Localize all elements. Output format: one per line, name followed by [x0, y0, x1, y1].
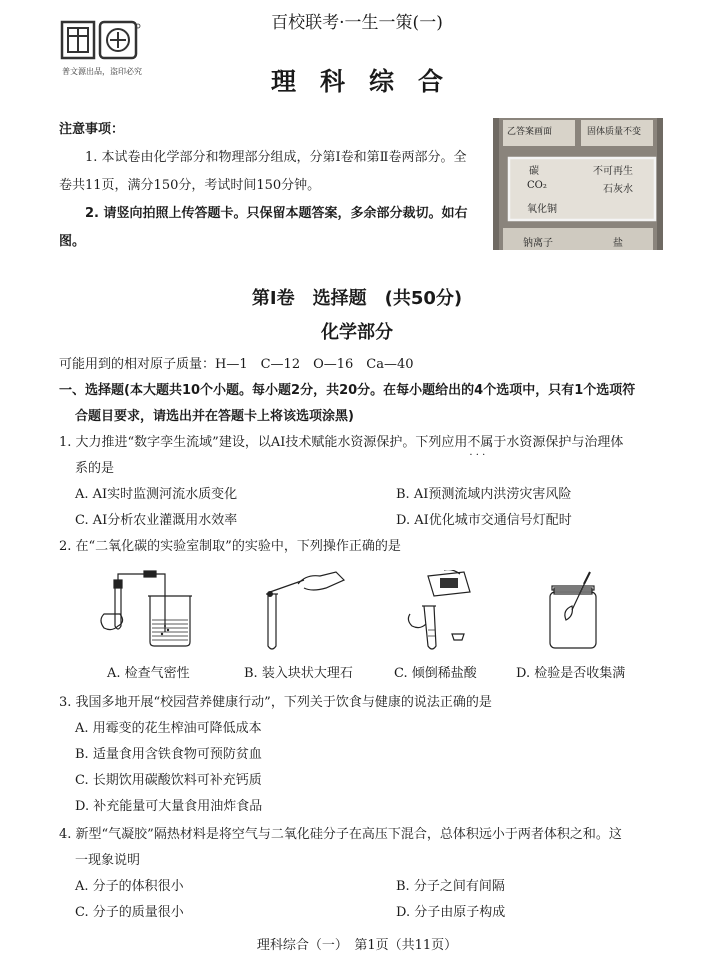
question-1-stem — [59, 434, 623, 452]
answer-card-photo — [493, 118, 663, 250]
instructions-line-1: 一、选择题(本大题共10个小题。每小题2分，共20分。在每小题给出的4个选项中，只有1个选项符 — [59, 383, 636, 398]
question-2-stem: 2. 在“二氧化碳的实验室制取”的实验中，下列操作正确的是 — [59, 539, 401, 554]
photo-text: 不可再生 — [593, 166, 633, 177]
q4-option-b: B. 分子之间有间隔 — [396, 879, 505, 894]
part-title: 第Ⅰ卷 选择题 (共50分) — [251, 288, 463, 309]
q2-option-b: B. 装入块状大理石 — [244, 666, 353, 681]
q3-option-b: B. 适量食用含铁食物可预防贫血 — [75, 747, 262, 762]
q4-option-d: D. 分子由原子构成 — [396, 905, 506, 920]
question-4-stem-line-2: 一现象说明 — [75, 853, 141, 868]
question-4-stem: 4. 新型“气凝胶”隔热材料是将空气与二氧化硅分子在高压下混合，总体积远小于两者体积之和。这 — [59, 827, 622, 842]
q3-option-d: D. 补充能量可大量食用油炸食品 — [75, 799, 263, 814]
atomic-mass-note: 可能用到的相对原子质量：H—1 C—12 O—16 Ca—40 — [59, 357, 414, 372]
q1-option-d: D. AI优化城市交通信号灯配时 — [396, 513, 572, 528]
answer-card-image — [493, 118, 663, 250]
q1-stem-post: 水资源保护与治理体 — [506, 435, 624, 450]
notice-title: 注意事项： — [59, 122, 125, 137]
main-title: 理科综合 — [270, 67, 467, 96]
photo-text: 氧化铜 — [527, 204, 557, 215]
instructions-line-2: 合题目要求，请选出并在答题卡上将该选项涂黑) — [75, 409, 354, 424]
figure-loading-marble — [248, 570, 358, 652]
question-3-stem: 3. 我国多地开展“校园营养健康行动”，下列关于饮食与健康的说法正确的是 — [59, 695, 492, 710]
logo-caption: 普文源出品，盗印必究 — [62, 67, 142, 76]
q2-option-d: D. 检验是否收集满 — [516, 666, 626, 681]
q1-option-a: A. AI实时监测河流水质变化 — [75, 487, 238, 502]
page-footer: 理科综合（一） 第1页（共11页） — [256, 938, 458, 953]
figure-airtightness-check — [90, 570, 210, 652]
q4-option-c: C. 分子的质量很小 — [75, 905, 184, 920]
series-title: 百校联考·一生一策(一) — [271, 13, 443, 33]
figure-pouring-acid — [404, 570, 494, 652]
q1-stem-pre: 1. 大力推进“数字孪生流域”建设，以AI技术赋能水资源保护。下列应用 — [59, 435, 468, 450]
photo-text: 盐 — [613, 238, 623, 249]
notice-item-2: 2. 请竖向拍照上传答题卡。只保留本题答案，多余部分裁切。如右图。 — [59, 206, 468, 249]
q4-option-a: A. 分子的体积很小 — [75, 879, 184, 894]
photo-text: 石灰水 — [603, 184, 633, 195]
q2-option-c: C. 倾倒稀盐酸 — [394, 666, 477, 681]
q1-stem-emphasis: 不属于 · · · — [467, 435, 506, 450]
q1-option-b: B. AI预测流域内洪涝灾害风险 — [396, 487, 572, 502]
photo-text: 碳 — [529, 166, 539, 177]
q2-option-a: A. 检查气密性 — [107, 666, 190, 681]
q1-option-c: C. AI分析农业灌溉用水效率 — [75, 513, 238, 528]
question-1-stem-line-2: 系的是 — [75, 461, 115, 476]
section-title: 化学部分 — [321, 322, 393, 343]
photo-text: CO₂ — [527, 180, 547, 191]
q3-option-a: A. 用霉变的花生榨油可降低成本 — [75, 721, 262, 736]
photo-text: 钠离子 — [523, 238, 553, 249]
photo-text: 固体质量不变 — [587, 127, 642, 137]
photo-text: 乙答案画面 — [507, 127, 553, 137]
q3-option-c: C. 长期饮用碳酸饮料可补充钙质 — [75, 773, 262, 788]
figure-checking-full — [544, 570, 614, 652]
notice-item-1: 1. 本试卷由化学部分和物理部分组成，分第Ⅰ卷和第Ⅱ卷两部分。全卷共11页，满分150分，考试时间150分钟。 — [59, 150, 467, 193]
